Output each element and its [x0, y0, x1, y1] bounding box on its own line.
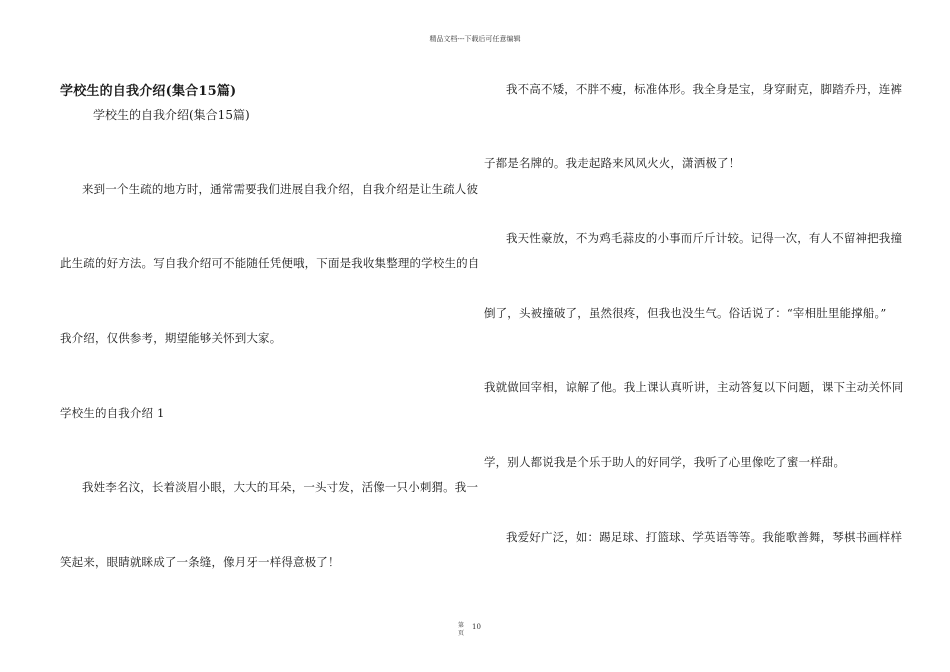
header-note: 精品文档---下载后可任意编辑 [429, 35, 521, 43]
page-label-top: 第 [458, 622, 465, 629]
page-label-bottom: 页 [458, 630, 465, 637]
paragraph-line: 我姓李名汶，长着淡眉小眼，大大的耳朵，一头寸发，活像一只小刺猬。我一 [82, 480, 479, 494]
paragraph-line: 我就做回宰相，谅解了他。我上课认真听讲，主动答复以下问题，课下主动关怀同 [484, 380, 904, 394]
section-heading: 学校生的自我介绍 1 [60, 406, 165, 420]
paragraph-line: 子都是名牌的。我走起路来风风火火，潇洒极了！ [484, 156, 741, 170]
document-subtitle: 学校生的自我介绍(集合15篇) [93, 108, 250, 122]
page-label [458, 622, 464, 638]
paragraph-line: 我爱好广泛，如：踢足球、打篮球、学英语等等。我能歌善舞，琴棋书画样样 [506, 530, 903, 544]
paragraph-line: 我介绍，仅供参考，期望能够关怀到大家。 [60, 331, 282, 345]
document-title: 学校生的自我介绍(集合15篇) [60, 84, 237, 99]
page-number: 10 [472, 623, 481, 631]
paragraph-line: 我不高不矮，不胖不瘦，标准体形。我全身是宝，身穿耐克，脚踏乔丹，连裤 [506, 82, 903, 96]
paragraph-line: 我天性豪放，不为鸡毛蒜皮的小事而斤斤计较。记得一次，有人不留神把我撞 [506, 231, 903, 245]
paragraph-line: 笑起来，眼睛就眯成了一条缝，像月牙一样得意极了！ [60, 555, 340, 569]
paragraph-line: 来到一个生疏的地方时，通常需要我们进展自我介绍，自我介绍是让生疏人彼 [82, 182, 479, 196]
paragraph-line: 倒了，头被撞破了，虽然很疼，但我也没生气。俗话说了：“宰相肚里能撑船。” [484, 306, 887, 320]
paragraph-line: 此生疏的好方法。写自我介绍可不能随任凭便哦，下面是我收集整理的学校生的自 [60, 256, 480, 270]
paragraph-line: 学，别人都说我是个乐于助人的好同学，我听了心里像吃了蜜一样甜。 [484, 455, 846, 469]
